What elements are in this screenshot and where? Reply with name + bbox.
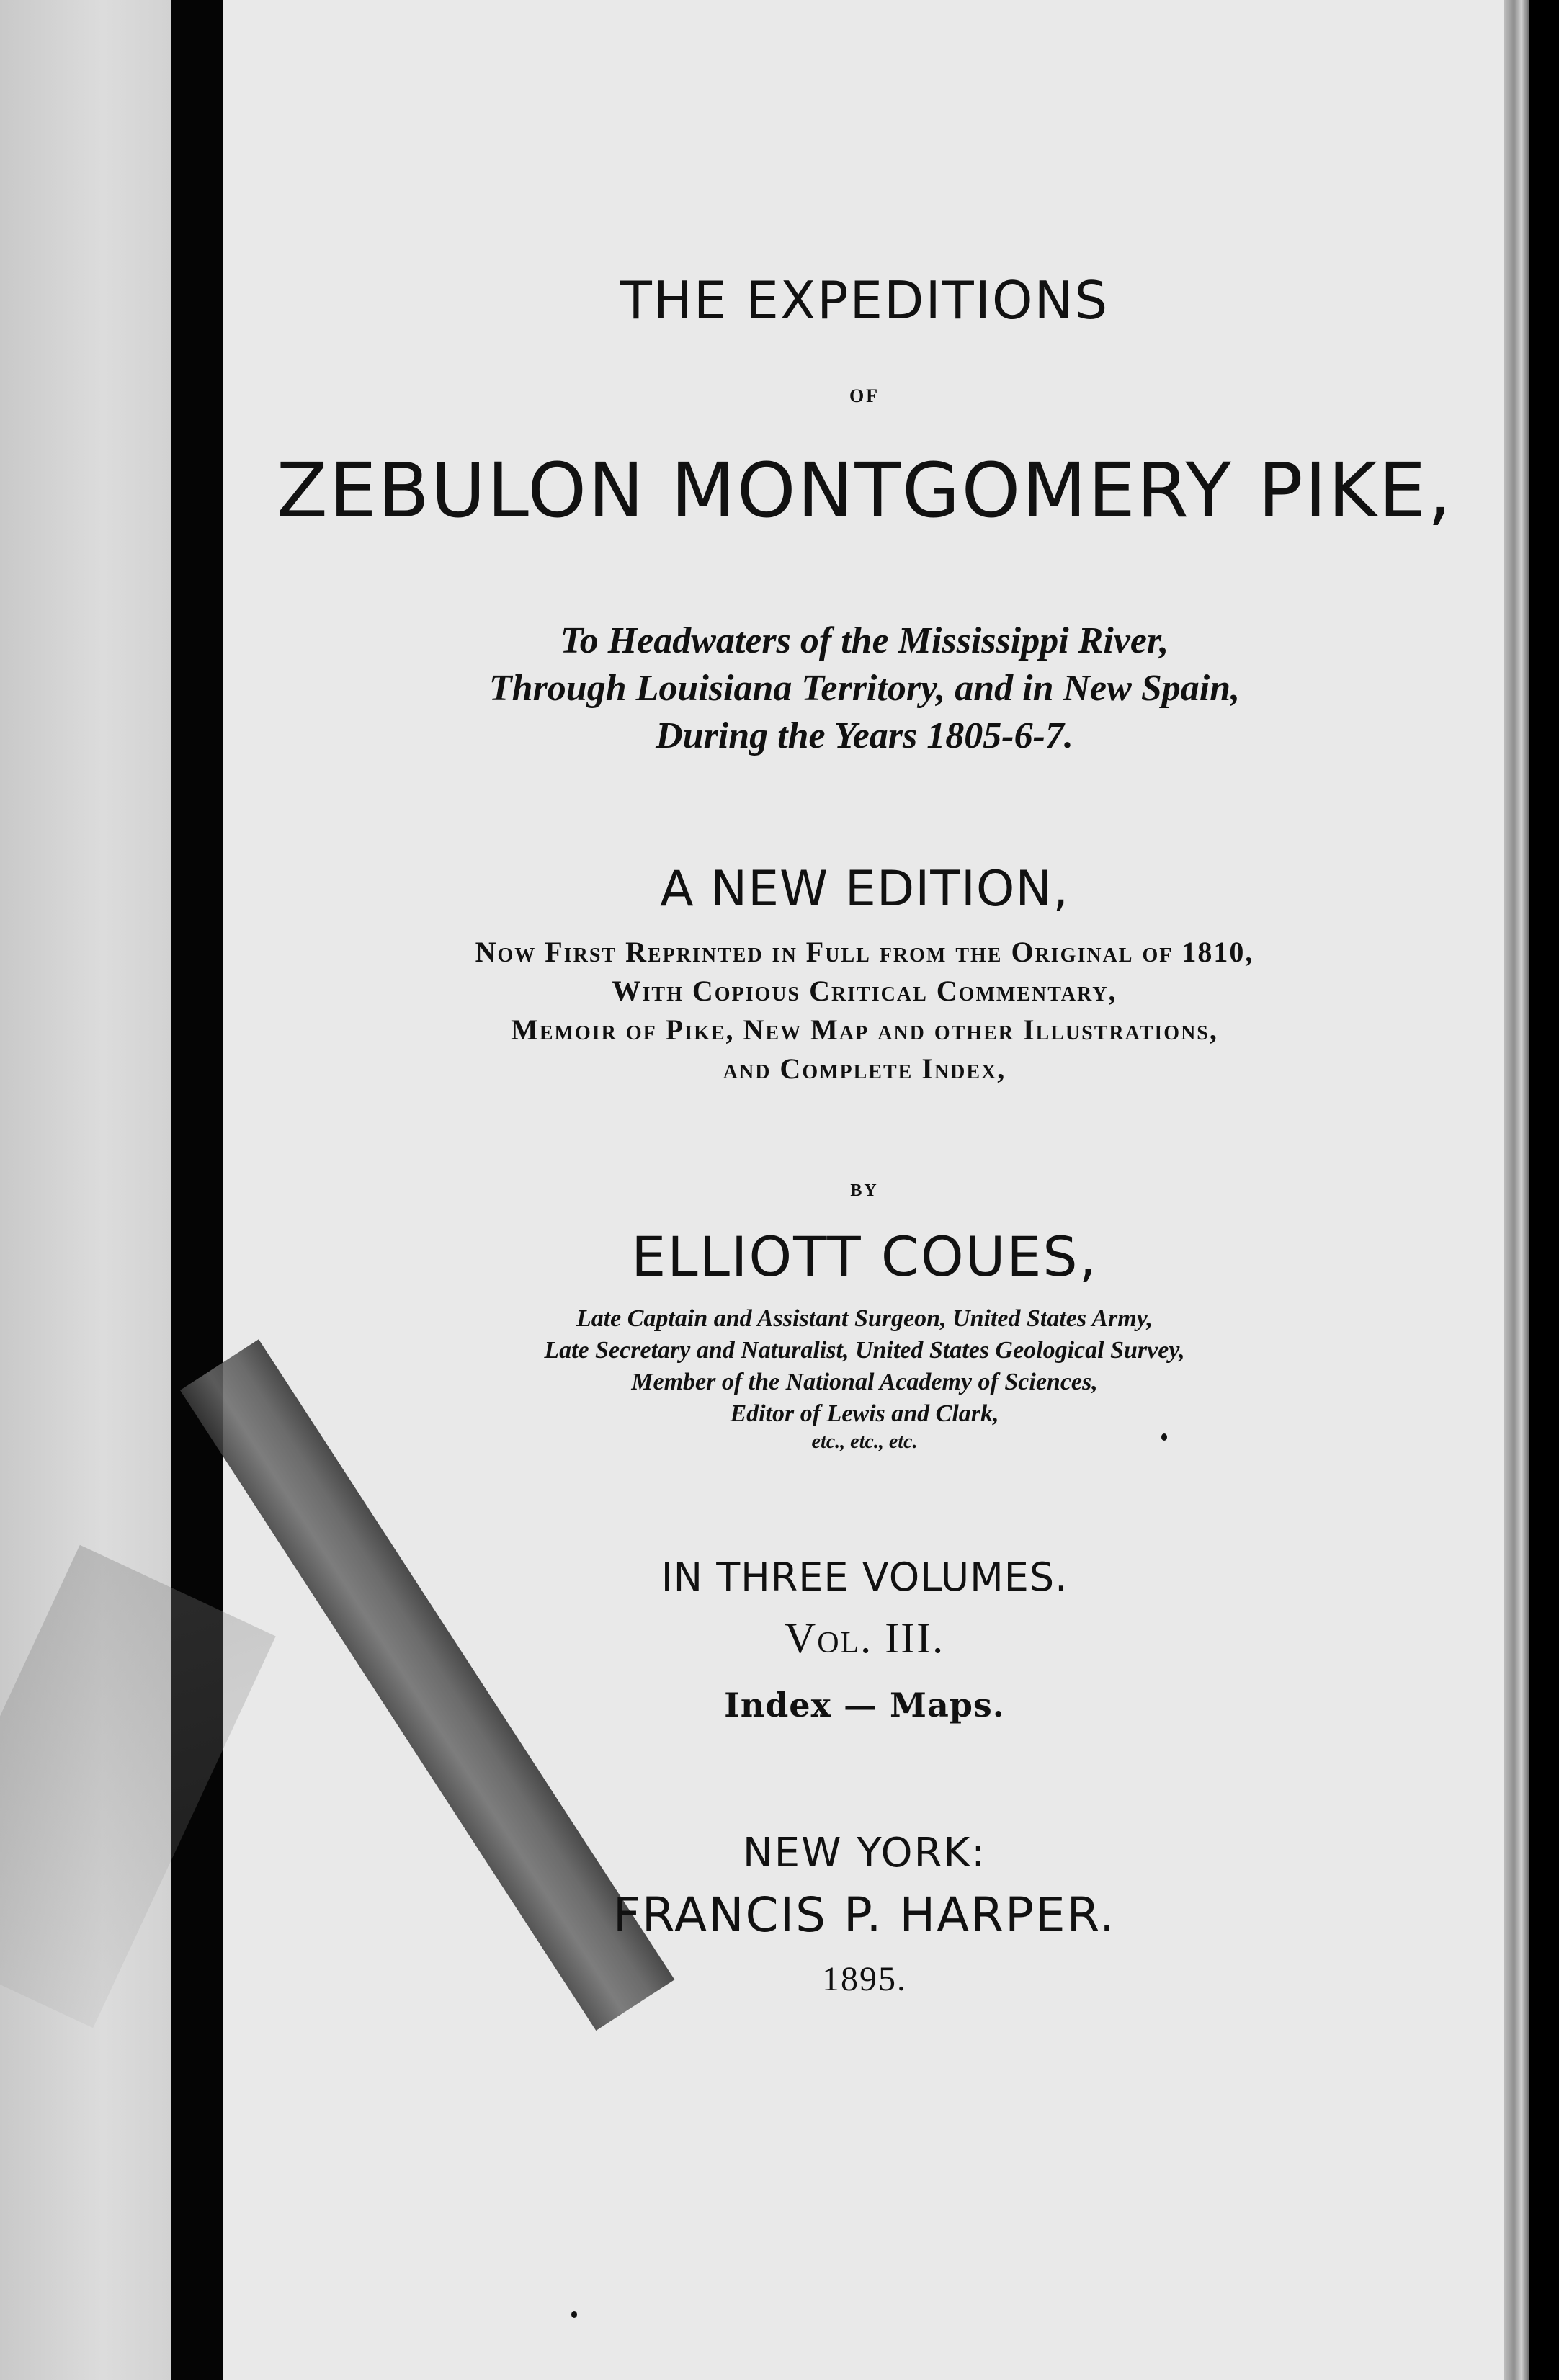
author-credential: Member of the National Academy of Sciences, <box>631 1369 1098 1395</box>
volume-count: IN THREE VOLUMES. <box>661 1554 1068 1600</box>
paper-speck <box>571 2311 577 2318</box>
edition-heading: A NEW EDITION, <box>660 861 1069 918</box>
by-label: BY <box>850 1181 879 1200</box>
title-of: OF <box>849 385 880 406</box>
edition-line: With Copious Critical Commentary, <box>612 975 1117 1007</box>
subtitle-line: To Headwaters of the Mississippi River, <box>560 620 1169 661</box>
paper-speck <box>1161 1433 1167 1441</box>
author-credential: Late Secretary and Naturalist, United States Geological Survey, <box>544 1337 1185 1364</box>
author-credential: Editor of Lewis and Clark, <box>730 1400 999 1427</box>
publication-year: 1895. <box>822 1960 907 1998</box>
scan-border <box>1529 0 1559 2380</box>
author-credential: etc., etc., etc. <box>811 1431 918 1453</box>
edition-line: and Complete Index, <box>723 1052 1006 1085</box>
subtitle-line: During the Years 1805-6-7. <box>656 715 1073 756</box>
title-line: THE EXPEDITIONS <box>620 270 1109 331</box>
page-stack-edge <box>1504 0 1529 2380</box>
publisher-city: NEW YORK: <box>742 1830 987 1876</box>
author-name: ELLIOTT COUES, <box>631 1225 1098 1289</box>
author-credential: Late Captain and Assistant Surgeon, United States Army, <box>576 1305 1153 1332</box>
book-gutter <box>171 0 223 2380</box>
edition-line: Memoir of Pike, New Map and other Illustrations, <box>511 1014 1218 1046</box>
subtitle-line: Through Louisiana Territory, and in New Spain, <box>488 668 1241 709</box>
edition-line: Now First Reprinted in Full from the Original of 1810, <box>475 936 1254 968</box>
volume-number: Vol. III. <box>784 1614 945 1662</box>
publisher-name: FRANCIS P. HARPER. <box>612 1887 1117 1943</box>
volume-contents: Index — Maps. <box>724 1686 1005 1724</box>
subject-name: ZEBULON MONTGOMERY PIKE, <box>276 447 1453 534</box>
title-page <box>223 0 1506 2380</box>
